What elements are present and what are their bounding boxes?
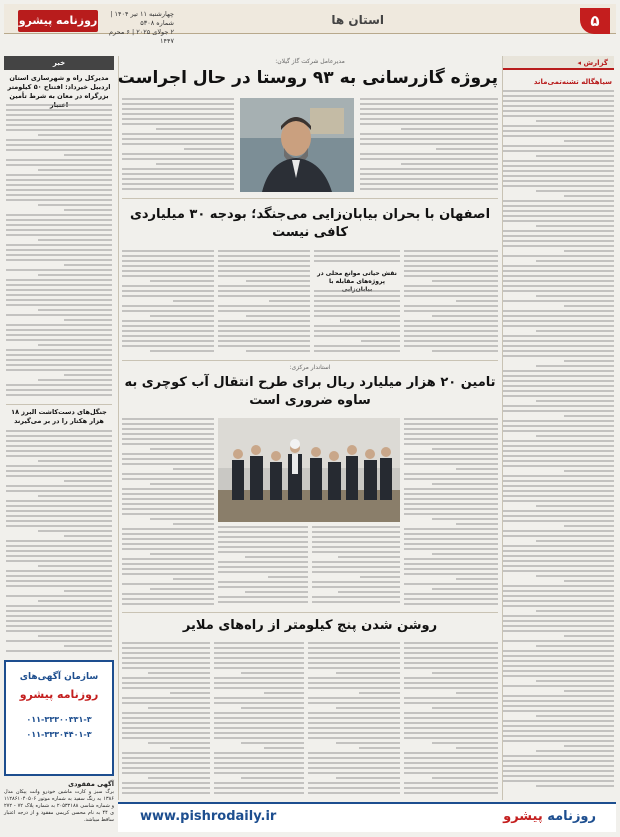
- news-tag: خبر: [4, 56, 114, 70]
- page-header: [4, 4, 616, 45]
- story2-body-col4: [122, 250, 214, 356]
- footer-banner: [118, 802, 616, 832]
- report-tag: گزارش ◂: [502, 56, 614, 70]
- story3-headline: تامین ۲۰ هزار میلیارد ریال برای طرح انتقال آب کوچری به ساوه ضروری است: [124, 375, 496, 408]
- lost-notice: آگهی مفقودی برگ سبز و کارت ماشین خودرو وانت پیکان مدل ۱۳۸۶ به رنگ سفید به شماره موتور ۱۱۲۸۶۱۰۴۰۵۰۶ و شماره شاسی ۲۰۵۳۲۱۸۸ به شماره پلاک ۷۲ - ۲۷۲ ی ۴۴ به نام محسن کریمی مفقود و از درجه اعتبار ساقط میباشد.: [4, 780, 115, 823]
- story2-headline: اصفهان با بحران بیابان‌زایی می‌جنگد؛ بودجه ۳۰ میلیاردی کافی نیست: [129, 207, 491, 240]
- story1-photo: [240, 98, 354, 192]
- story3-body-right: [404, 418, 498, 608]
- page-number: ۵: [580, 8, 610, 34]
- news-story1-body: [6, 104, 112, 400]
- footer-newspaper-name: روزنامه پیشرو: [503, 809, 596, 824]
- story1-body-right: [360, 98, 498, 194]
- story4-body-col2: [308, 642, 400, 798]
- footer-website[interactable]: www.pishrodaily.ir: [140, 809, 277, 824]
- section-title: استان ها: [331, 13, 384, 27]
- story4-headline: روشن شدن پنج کیلومتر از راه‌های ملایر: [182, 618, 438, 633]
- ad-phone-1: ۰۱۱-۳۳۳۰۰۳۳۱-۳: [26, 715, 92, 724]
- story4-body-col3: [214, 642, 304, 798]
- issue-date: چهارشنبه ۱۱ تیر ۱۴۰۴ | شماره ۵۳۰۸ ۲ جولای ۲۰۲۵ | ۶ محرم ۱۴۴۷: [109, 10, 174, 45]
- ad-box: سازمان آگهی‌های روزنامه پیشرو ۰۱۱-۳۳۳۰۰۳۳۱-۳ ۰۱۱-۳۳۳۰۴۴۰۱-۳: [4, 660, 114, 776]
- masthead-logo: روزنامه پیشرو: [18, 10, 98, 32]
- story4-body-col1: [404, 642, 498, 798]
- report-body-text: [502, 90, 614, 790]
- story3-body-left: [122, 418, 214, 608]
- story3-body-bottom1: [312, 526, 400, 608]
- story3-body-bottom2: [218, 526, 308, 608]
- report-column: [502, 56, 614, 776]
- news-story2-body: [6, 430, 112, 656]
- story3-photo: [218, 418, 400, 522]
- story2-body-col3: [218, 250, 310, 356]
- ad-phone-2: ۰۱۱-۳۳۳۰۴۴۰۱-۳: [26, 730, 92, 739]
- story2-body-col2b: [314, 290, 400, 356]
- story1-kicker: مدیرعامل شرکت گاز گیلان:: [275, 58, 345, 65]
- story4-body-col4: [122, 642, 210, 798]
- news-story2-title: جنگل‌های دست‌کاشت البرز ۱۸ هزار هکتار را در بر می‌گیرند: [11, 408, 107, 425]
- story1-body-left: [122, 98, 234, 194]
- story1-headline: پروژه گازرسانی به ۹۳ روستا در حال اجراست: [117, 68, 498, 88]
- story2-body-col1: [404, 250, 498, 356]
- news-story1-title: مدیرکل راه و شهرسازی استان اردبیل خبرداد: افتتاح ۵۰ کیلومتر بزرگراه در معان به شرط تأمین: [7, 74, 111, 100]
- story2-subhead: نقش حیاتی موانع محلی در پروژه‌های مقابله با: [317, 270, 397, 285]
- story2-body-col2: [314, 250, 400, 268]
- report-subtitle: سیاهگاله تشنه‌تمی‌ماند: [533, 78, 612, 86]
- story3-kicker: استاندار مرکزی:: [289, 364, 331, 371]
